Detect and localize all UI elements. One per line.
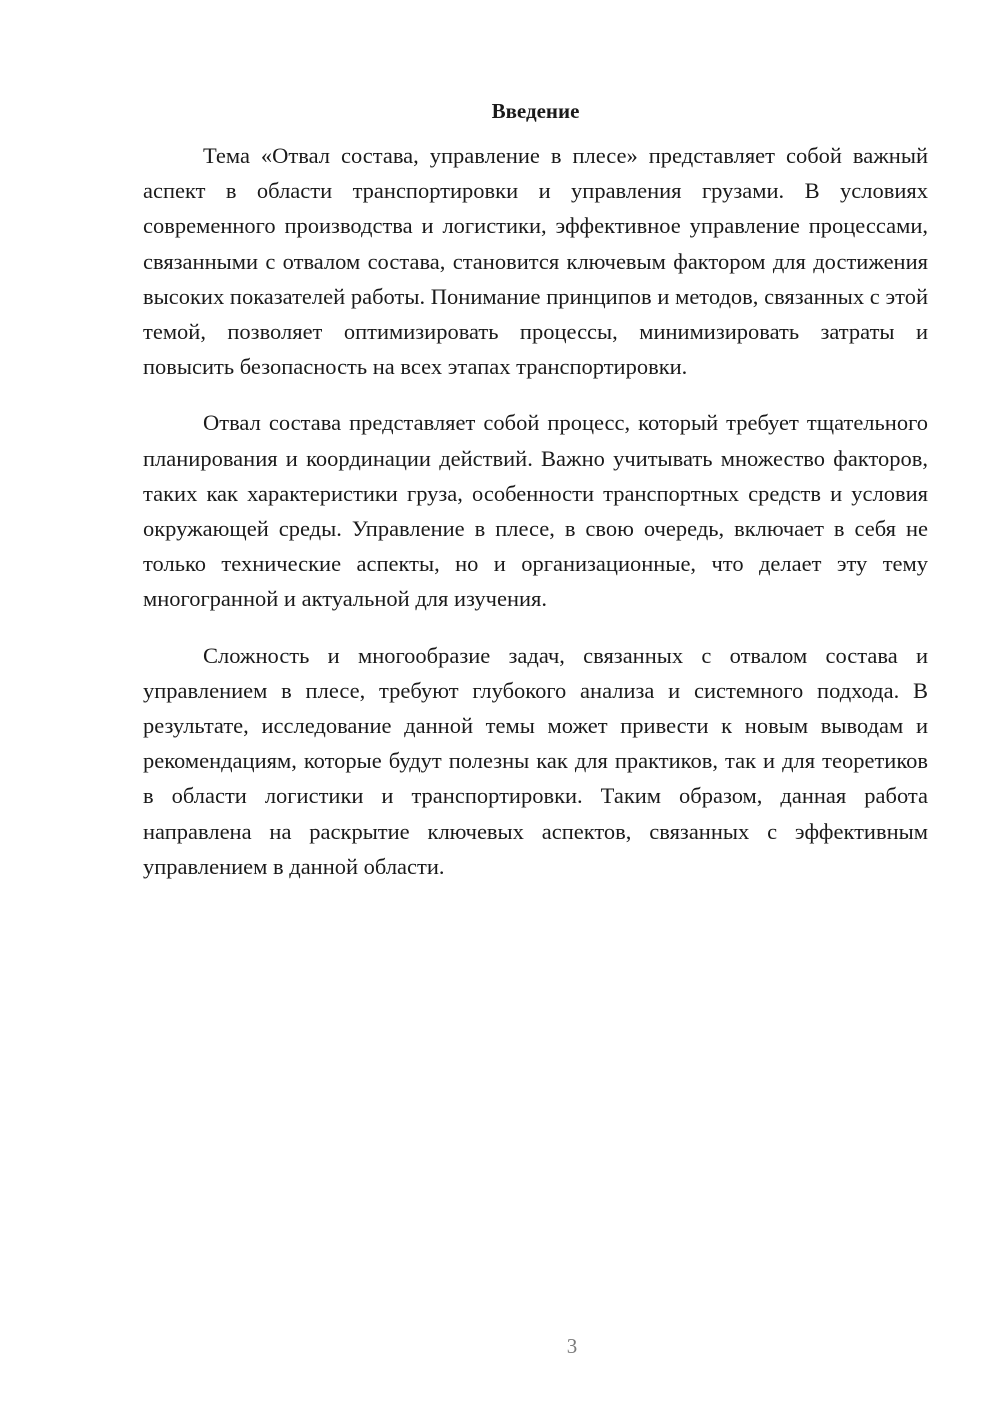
paragraph-1: Тема «Отвал состава, управление в плесе» представляет собой важный аспект в области транспортировки и управления грузами. В условиях современного производства и логистики, эффективное управление процессами, связанными с отвалом состава, становится ключевым фактором для достижения высоких показателей работы. Понимание принципов и методов, связанных с этой темой, позволяет оптимизировать процессы, минимизировать затраты и повысить безопасность на всех этапах транспортировки.	[143, 143, 928, 380]
page-number: 3	[566, 1334, 578, 1358]
paragraph-2: Отвал состава представляет собой процесс, который требует тщательного планирования и координации действий. Важно учитывать множество факторов, таких как характеристики груза, особенности транспортных средств и условия окружающей среды. Управление в плесе, в свою очередь, включает в себя не только технические аспекты, но и организационные, что делает эту тему многогранной и актуальной для изучения.	[143, 410, 928, 612]
paragraph-3: Сложность и многообразие задач, связанных с отвалом состава и управлением в плесе, требуют глубокого анализа и системного подхода. В результате, исследование данной темы может привести к новым выводам и рекомендациям, которые будут полезны как для практиков, так и для теоретиков в области логистики и транспортировки. Таким образом, данная работа направлена на раскрытие ключевых аспектов, связанных с эффективным управлением в данной области.	[143, 642, 928, 879]
section-heading: Введение	[491, 99, 580, 123]
page-content	[143, 96, 928, 905]
